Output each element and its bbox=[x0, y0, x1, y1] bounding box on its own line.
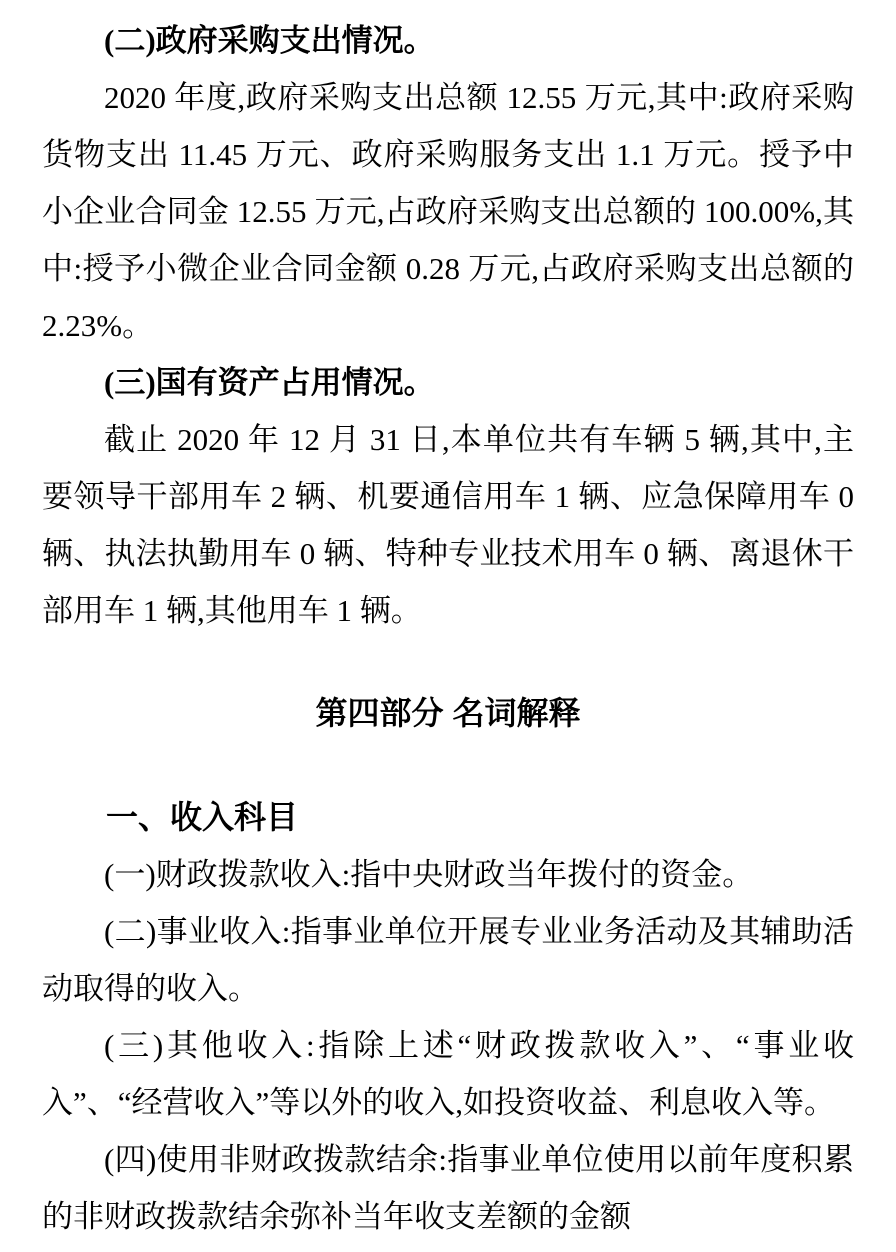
paragraph-def-business-income: (二)事业收入:指事业单位开展专业业务活动及其辅助活动取得的收入。 bbox=[42, 914, 854, 1006]
heading-income-categories: 一、收入科目 bbox=[106, 799, 299, 835]
paragraph-def-fiscal-appropriation-income: (一)财政拨款收入:指中央财政当年拨付的资金。 bbox=[104, 857, 754, 892]
paragraph-state-assets: 截止 2020 年 12 月 31 日,本单位共有车辆 5 辆,其中,主要领导干部用车 2 辆、机要通信用车 1 辆、应急保障用车 0 辆、执法执勤用车 0 辆、特种专业技术用车 0 辆、离退休干部用车 1 辆,其他用车 1 辆。 bbox=[42, 422, 854, 628]
heading-government-procurement: (二)政府采购支出情况。 bbox=[104, 23, 435, 58]
heading-part-four-glossary: 第四部分 名词解释 bbox=[315, 695, 581, 731]
heading-state-assets: (三)国有资产占用情况。 bbox=[104, 365, 435, 400]
paragraph-def-non-fiscal-carryover: (四)使用非财政拨款结余:指事业单位使用以前年度积累的非财政拨款结余弥补当年收支差额的金额 bbox=[42, 1142, 854, 1234]
paragraph-government-procurement: 2020 年度,政府采购支出总额 12.55 万元,其中:政府采购货物支出 11.45 万元、政府采购服务支出 1.1 万元。授予中小企业合同金 12.55 万元,占政府采购支出总额的 100.00%,其中:授予小微企业合同金额 0.28 万元,占政府采购支出总额的 2.23%。 bbox=[42, 80, 854, 343]
paragraph-def-other-income: (三)其他收入:指除上述“财政拨款收入”、“事业收入”、“经营收入”等以外的收入,如投资收益、利息收入等。 bbox=[42, 1028, 854, 1120]
